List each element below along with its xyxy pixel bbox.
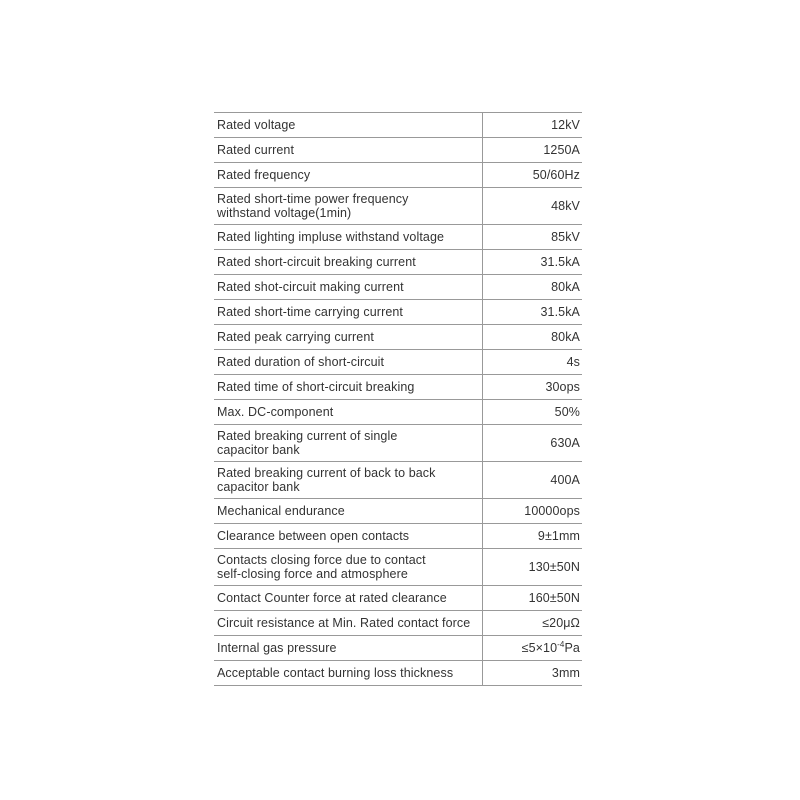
value-cell: 80kA (483, 275, 583, 300)
parameter-cell: Acceptable contact burning loss thickness (214, 661, 483, 686)
table-row (214, 524, 582, 549)
table-row (214, 163, 582, 188)
value-cell: 160±50N (483, 586, 583, 611)
parameter-cell: Rated peak carrying current (214, 325, 483, 350)
table-row (214, 611, 582, 636)
parameter-cell: Max. DC-component (214, 400, 483, 425)
parameter-line: self-closing force and atmosphere (217, 567, 408, 581)
table-row (214, 400, 582, 425)
parameter-cell (214, 549, 483, 586)
table-row (214, 250, 582, 275)
parameter-line: withstand voltage(1min) (217, 206, 352, 220)
value-cell: 85kV (483, 225, 583, 250)
parameter-line: Rated breaking current of single (217, 428, 398, 443)
parameter-line: Contacts closing force due to contact (217, 552, 426, 567)
table-row (214, 425, 582, 462)
value-cell: 10000ops (483, 499, 583, 524)
value-cell: 4s (483, 350, 583, 375)
value-cell: ≤20μΩ (483, 611, 583, 636)
parameter-cell: Circuit resistance at Min. Rated contact force (214, 611, 483, 636)
value-unit: Pa (564, 640, 580, 655)
parameter-cell: Rated frequency (214, 163, 483, 188)
parameter-cell: Rated duration of short-circuit (214, 350, 483, 375)
parameter-cell (214, 188, 483, 225)
value-cell: 9±1mm (483, 524, 583, 549)
table-row (214, 300, 582, 325)
table-row (214, 225, 582, 250)
parameter-cell: Rated shot-circuit making current (214, 275, 483, 300)
value-cell: 1250A (483, 138, 583, 163)
parameter-cell: Rated short-circuit breaking current (214, 250, 483, 275)
parameter-cell: Rated lighting impluse withstand voltage (214, 225, 483, 250)
parameter-cell (214, 462, 483, 499)
parameter-cell: Rated voltage (214, 113, 483, 138)
value-cell: 30ops (483, 375, 583, 400)
value-cell: 12kV (483, 113, 583, 138)
parameter-cell: Rated current (214, 138, 483, 163)
table-row (214, 375, 582, 400)
value-cell: 31.5kA (483, 300, 583, 325)
value-cell: 630A (483, 425, 583, 462)
parameter-cell: Contact Counter force at rated clearance (214, 586, 483, 611)
value-cell: 50% (483, 400, 583, 425)
value-base: ≤5×10 (521, 640, 558, 655)
value-cell: 130±50N (483, 549, 583, 586)
table-row (214, 275, 582, 300)
table-row (214, 499, 582, 524)
table-row (214, 350, 582, 375)
table-row (214, 586, 582, 611)
parameter-line: Rated breaking current of back to back (217, 465, 436, 480)
table-row (214, 462, 582, 499)
parameter-line: capacitor bank (217, 443, 300, 457)
table-row (214, 138, 582, 163)
parameter-cell: Mechanical endurance (214, 499, 483, 524)
value-cell: 31.5kA (483, 250, 583, 275)
value-cell (483, 636, 583, 661)
spec-table (214, 112, 582, 686)
table-row (214, 636, 582, 661)
value-cell: 3mm (483, 661, 583, 686)
value-cell: 50/60Hz (483, 163, 583, 188)
value-exponent: -4 (557, 639, 565, 649)
parameter-line: capacitor bank (217, 480, 300, 494)
table-row (214, 188, 582, 225)
parameter-cell: Rated time of short-circuit breaking (214, 375, 483, 400)
parameter-cell (214, 425, 483, 462)
value-cell: 48kV (483, 188, 583, 225)
parameter-line: Rated short-time power frequency (217, 191, 409, 206)
value-cell: 400A (483, 462, 583, 499)
parameter-cell: Internal gas pressure (214, 636, 483, 661)
parameter-cell: Rated short-time carrying current (214, 300, 483, 325)
parameter-cell: Clearance between open contacts (214, 524, 483, 549)
table-row (214, 661, 582, 686)
table-row (214, 325, 582, 350)
table-row (214, 549, 582, 586)
value-cell: 80kA (483, 325, 583, 350)
table-row (214, 113, 582, 138)
